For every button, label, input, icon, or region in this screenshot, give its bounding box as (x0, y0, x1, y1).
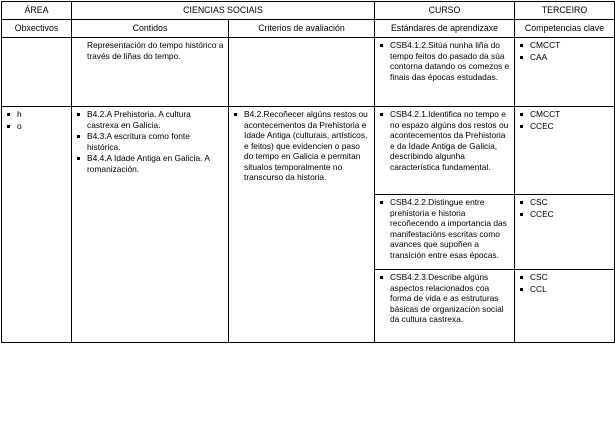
standard-item: CSB4.2.2.Distingue entre prehistoria e historia recoñecendo a importancia das manifestacións escritas como avances que supoñen a transición entre esas épocas. (379, 197, 510, 260)
content-text: Representación do tempo histórico a través de liñas do tempo. (87, 40, 224, 61)
criteria-cell (229, 107, 375, 343)
column-header-row (2, 20, 615, 38)
competence-item: CCEC (519, 209, 610, 220)
header-row (2, 2, 615, 20)
area-label: ÁREA (2, 2, 72, 20)
standards-cell (375, 270, 515, 343)
col-competences: Competencias clave (515, 20, 615, 38)
competence-item: CAA (519, 52, 610, 63)
criterion-item: B4.2.Recoñecer algúns restos ou acontecementos da Prehistoria e Idade Antiga (culturais, artísticos, e feitos) que evidencien o paso do tempo en Galicia e permitan situalos temporalmente no transcurso da historia. (233, 109, 370, 183)
competence-item: CCEC (519, 121, 610, 132)
standards-cell (375, 38, 515, 107)
criteria-cell (229, 38, 375, 107)
course-value: TERCEIRO (515, 2, 615, 20)
standards-cell (375, 107, 515, 195)
objectives-cell (2, 107, 72, 343)
col-standards: Estándares de aprendizaxe (375, 20, 515, 38)
content-item: B4.3.A escritura como fonte histórica. (76, 131, 224, 152)
curriculum-table (1, 1, 615, 343)
competence-item: CMCCT (519, 40, 610, 51)
objectives-cell (2, 38, 72, 107)
contents-cell (72, 107, 229, 343)
course-label: CURSO (375, 2, 515, 20)
contents-cell (72, 38, 229, 107)
competence-item: CCL (519, 284, 610, 295)
subject-title: CIENCIAS SOCIAIS (72, 2, 375, 20)
content-item: B4.4.A Idade Antiga en Galicia. A romanización. (76, 153, 224, 174)
competences-cell (515, 270, 615, 343)
col-objectives: Obxectivos (2, 20, 72, 38)
competence-item: CSC (519, 272, 610, 283)
standard-item: CSB4.1.2.Sitúa nunha liña do tempo feitos do pasado da súa contorna datando os comezos e finais das épocas estudadas. (379, 40, 510, 82)
competence-item: CSC (519, 197, 610, 208)
standard-item: CSB4.2.1.Identifica no tempo e no espazo algúns dos restos ou acontecementos da Prehistoria e da Idade Antiga de Galicia, describindo algunha característica fundamental. (379, 109, 510, 172)
competence-item: CMCCT (519, 109, 610, 120)
competences-cell (515, 107, 615, 195)
competences-cell (515, 195, 615, 270)
standards-cell (375, 195, 515, 270)
col-criteria: Criterios de avaliación (229, 20, 375, 38)
table-row (2, 107, 615, 195)
objective-item: h (6, 109, 67, 120)
competences-cell (515, 38, 615, 107)
objective-item: o (6, 121, 67, 132)
table-row (2, 38, 615, 107)
standard-item: CSB4.2.3.Describe algúns aspectos relacionados coa forma de vida e as estruturas básicas de organización social da cultura castrexa. (379, 272, 510, 325)
content-item: B4.2.A Prehistoria. A cultura castrexa en Galicia. (76, 109, 224, 130)
col-contents: Contidos (72, 20, 229, 38)
